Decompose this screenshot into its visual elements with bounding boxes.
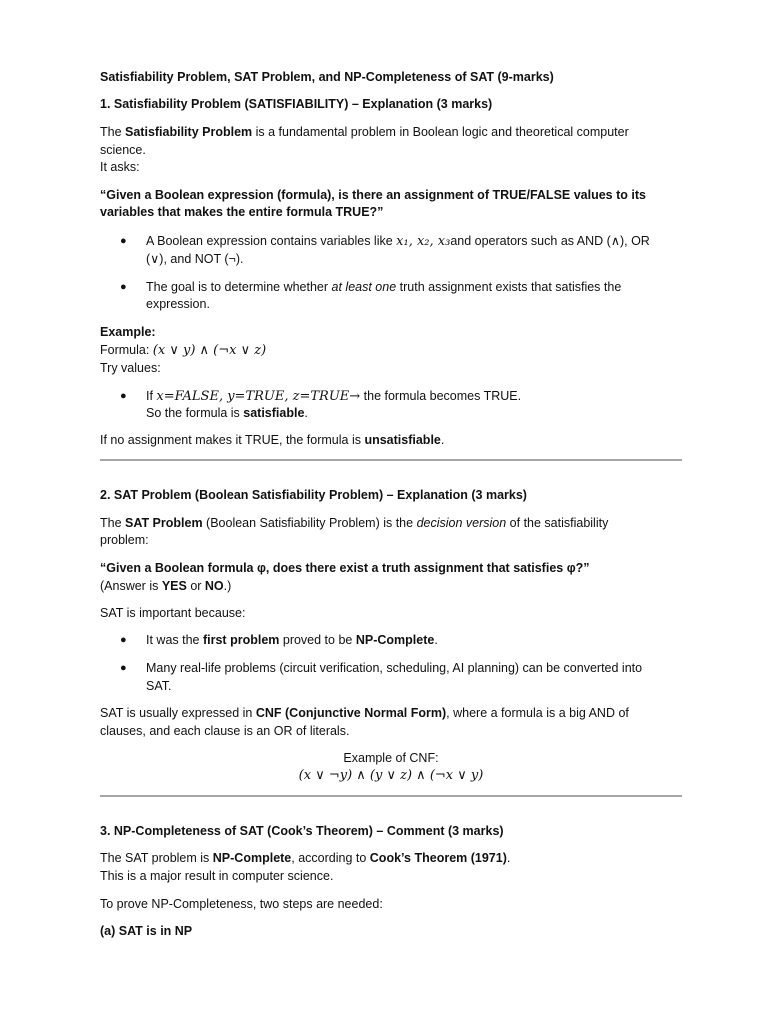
s1-paragraph-line-2: science. <box>100 143 146 157</box>
s2-answer: (Answer is YES or NO.) <box>100 579 232 593</box>
s2-important-label: SAT is important because: <box>100 606 246 620</box>
s1-bullet-2-line-1: The goal is to determine whether at least one truth assignment exists that satisfies the <box>146 280 622 294</box>
s3-step-a: (a) SAT is in NP <box>100 924 193 938</box>
s3-paragraph-line-1: The SAT problem is NP-Complete, according to Cook’s Theorem (1971). <box>100 851 511 865</box>
section-3-heading: 3. NP-Completeness of SAT (Cook’s Theorem) – Comment (3 marks) <box>100 824 504 838</box>
s2-paragraph-line-1: The SAT Problem (Boolean Satisfiability Problem) is the decision version of the satisfiability <box>100 516 609 530</box>
bullet-icon: ● <box>120 634 127 646</box>
s3-paragraph-2: To prove NP-Completeness, two steps are needed: <box>100 897 383 911</box>
example-label: Example: <box>100 325 156 339</box>
section-2-heading: 2. SAT Problem (Boolean Satisfiability Problem) – Explanation (3 marks) <box>100 488 527 502</box>
try-values-label: Try values: <box>100 361 161 375</box>
s2-cnf-line-2: clauses, and each clause is an OR of literals. <box>100 724 350 738</box>
s1-paragraph-line-1: The Satisfiability Problem is a fundamental problem in Boolean logic and theoretical computer <box>100 125 629 139</box>
section-1-heading: 1. Satisfiability Problem (SATISFIABILITY) – Explanation (3 marks) <box>100 97 493 111</box>
cnf-example-formula: (x ∨ ¬y) ∧ (y ∨ z) ∧ (¬x ∨ y) <box>298 768 484 783</box>
formula-line: Formula: (x ∨ y) ∧ (¬x ∨ z) <box>100 343 267 358</box>
try-bullet-line-1: If x=FALSE, y=TRUE, z=TRUE→ the formula becomes TRUE. <box>146 389 522 404</box>
section-divider <box>100 795 682 797</box>
s2-bullet-1: It was the first problem proved to be NP-Complete. <box>146 633 438 647</box>
bullet-icon: ● <box>120 662 127 674</box>
s2-bullet-2-line-2: SAT. <box>146 679 172 693</box>
s1-bullet-2-line-2: expression. <box>146 297 210 311</box>
s2-paragraph-line-2: problem: <box>100 533 149 547</box>
s1-question-line-2: variables that makes the entire formula TRUE?” <box>100 205 384 219</box>
unsatisfiable-sentence: If no assignment makes it TRUE, the formula is unsatisfiable. <box>100 433 445 447</box>
document-title: Satisfiability Problem, SAT Problem, and NP-Completeness of SAT (9-marks) <box>100 70 554 84</box>
section-divider <box>100 459 682 461</box>
bullet-icon: ● <box>120 235 127 247</box>
s1-paragraph-line-3: It asks: <box>100 160 140 174</box>
s1-bullet-1-line-2: (∨), and NOT (¬). <box>146 252 244 266</box>
s2-question: “Given a Boolean formula φ, does there exist a truth assignment that satisfies φ?” <box>100 561 590 575</box>
s1-bullet-1-line-1: A Boolean expression contains variables like x₁, x₂, x₃and operators such as AND (∧), OR <box>146 234 650 249</box>
cnf-example-label: Example of CNF: <box>343 751 439 765</box>
s2-cnf-line-1: SAT is usually expressed in CNF (Conjunctive Normal Form), where a formula is a big AND of <box>100 706 629 720</box>
bullet-icon: ● <box>120 390 127 402</box>
bullet-icon: ● <box>120 281 127 293</box>
s2-bullet-2-line-1: Many real-life problems (circuit verification, scheduling, AI planning) can be converted into <box>146 661 643 675</box>
try-bullet-line-2: So the formula is satisfiable. <box>146 406 308 420</box>
s3-paragraph-line-2: This is a major result in computer science. <box>100 869 334 883</box>
s1-question-line-1: “Given a Boolean expression (formula), is there an assignment of TRUE/FALSE values to its <box>100 188 646 202</box>
